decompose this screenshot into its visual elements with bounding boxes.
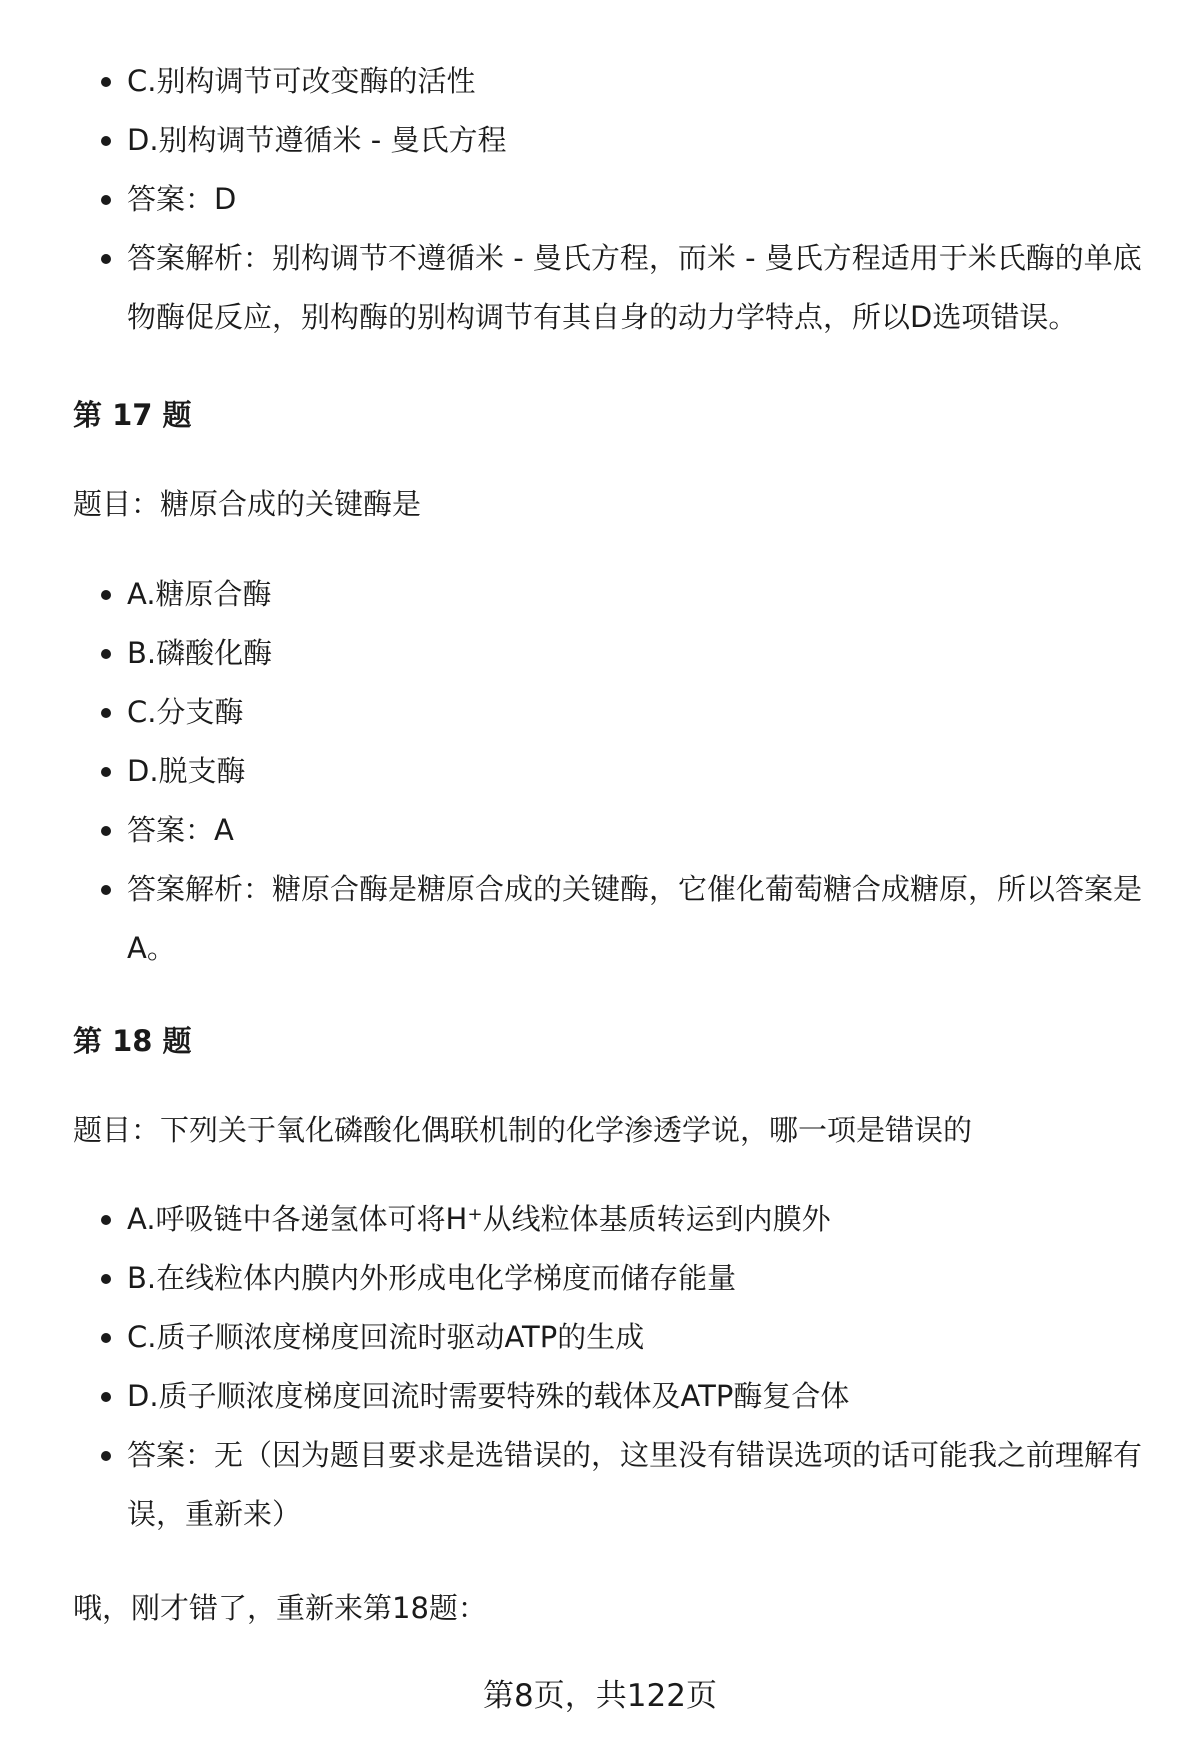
bullet-icon (101, 649, 111, 659)
bullet-icon (101, 1333, 111, 1343)
list-item (73, 801, 1143, 860)
option-text: A.糖原合酶 (127, 577, 272, 611)
option-text: B.磷酸化酶 (127, 636, 273, 670)
bullet-icon (101, 1274, 111, 1284)
bullet-icon (101, 136, 111, 146)
list-item (73, 1426, 1143, 1544)
list-item (73, 683, 1143, 742)
list-item (73, 52, 1143, 111)
list-item (73, 624, 1143, 683)
option-text: C.别构调节可改变酶的活性 (127, 64, 476, 98)
bullet-icon (101, 254, 111, 264)
bullet-icon (101, 826, 111, 836)
note-text: 哦，刚才错了，重新来第18题： (73, 1591, 487, 1625)
list-item (73, 565, 1143, 624)
option-text: B.在线粒体内膜内外形成电化学梯度而储存能量 (127, 1261, 737, 1295)
bullet-icon (101, 1392, 111, 1402)
option-text: D.质子顺浓度梯度回流时需要特殊的载体及ATP酶复合体 (127, 1379, 850, 1413)
answer-text: 答案：A (127, 813, 234, 847)
question-heading: 第 18 题 (73, 1024, 192, 1058)
bullet-icon (101, 767, 111, 777)
bullet-icon (101, 1215, 111, 1225)
explanation-text: 答案解析：糖原合酶是糖原合成的关键酶，它催化葡萄糖合成糖原，所以答案是A。 (127, 872, 1143, 965)
answer-text: 答案：无（因为题目要求是选错误的，这里没有错误选项的话可能我之前理解有误，重新来） (127, 1438, 1143, 1531)
bullet-icon (101, 708, 111, 718)
list-item (73, 111, 1143, 170)
option-text: C.分支酶 (127, 695, 244, 729)
option-text: D.别构调节遵循米 - 曼氏方程 (127, 123, 507, 157)
list-item (73, 1249, 1143, 1308)
list-item (73, 1367, 1143, 1426)
q17-options (73, 565, 1143, 978)
question-text: 题目：下列关于氧化磷酸化偶联机制的化学渗透学说，哪一项是错误的 (73, 1113, 973, 1147)
bullet-icon (101, 1451, 111, 1461)
question-text: 题目：糖原合成的关键酶是 (73, 487, 422, 521)
list-item (73, 229, 1143, 347)
option-text: A.呼吸链中各递氢体可将H⁺从线粒体基质转运到内膜外 (127, 1202, 831, 1236)
option-text: C.质子顺浓度梯度回流时驱动ATP的生成 (127, 1320, 645, 1354)
bullet-icon (101, 195, 111, 205)
bullet-icon (101, 590, 111, 600)
explanation-text: 答案解析：别构调节不遵循米 - 曼氏方程，而米 - 曼氏方程适用于米氏酶的单底物酶促反应，别构酶的别构调节有其自身的动力学特点，所以D选项错误。 (127, 241, 1142, 334)
bullet-icon (101, 885, 111, 895)
list-item (73, 170, 1143, 229)
list-item (73, 1308, 1143, 1367)
list-item (73, 860, 1143, 978)
answer-text: 答案：D (127, 182, 237, 216)
page-number: 第8页，共122页 (483, 1678, 717, 1714)
list-item (73, 1190, 1143, 1249)
list-item (73, 742, 1143, 801)
q18-options (73, 1190, 1143, 1544)
question-heading: 第 17 题 (73, 398, 192, 432)
q16-options (73, 52, 1143, 347)
bullet-icon (101, 77, 111, 87)
option-text: D.脱支酶 (127, 754, 246, 788)
